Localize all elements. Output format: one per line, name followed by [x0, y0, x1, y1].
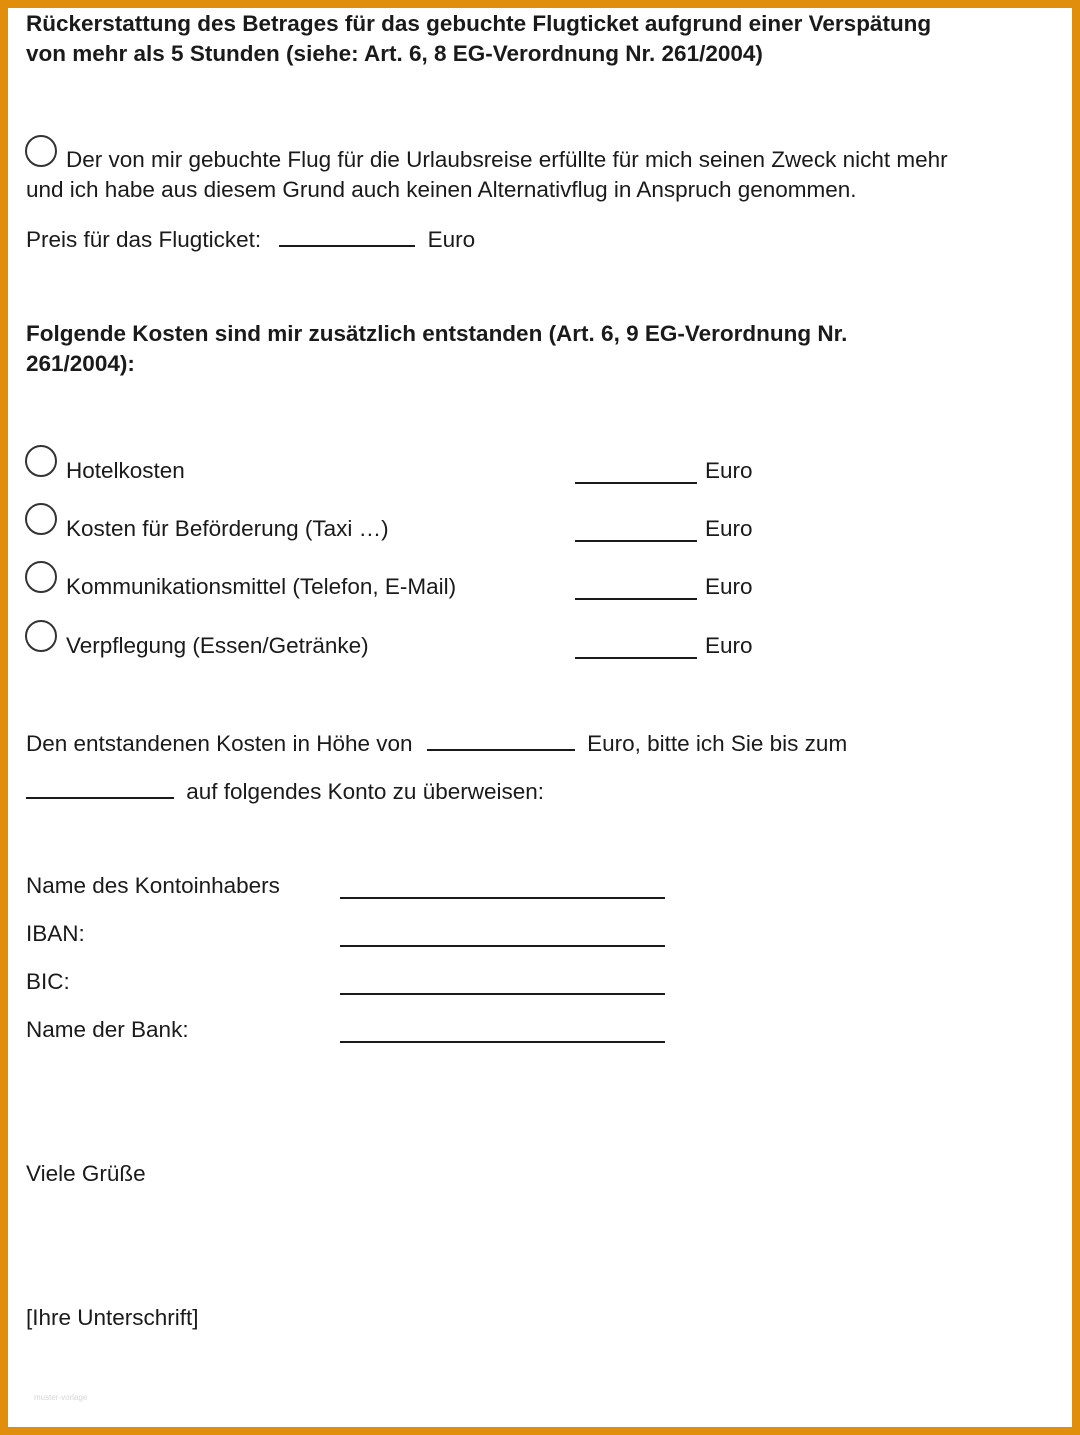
label-iban: IBAN:: [26, 921, 85, 946]
bank-name-input[interactable]: [340, 1041, 665, 1043]
cost-unit-catering: Euro: [705, 633, 753, 658]
costs-heading-line-2: 261/2004):: [26, 351, 135, 376]
option-text-line-1: Der von mir gebuchte Flug für die Urlaubsreise erfüllte für mich seinen Zweck nicht mehr: [66, 147, 948, 172]
label-bic: BIC:: [26, 969, 70, 994]
closing-greeting: Viele Grüße: [26, 1161, 146, 1186]
heading-title-line-1: Rückerstattung des Betrages für das gebuchte Flugticket aufgrund einer Verspätung: [26, 11, 932, 36]
option-text-line-2: und ich habe aus diesem Grund auch keinen Alternativflug in Anspruch genommen.: [26, 177, 857, 202]
cost-input-communication[interactable]: [575, 598, 697, 600]
watermark-text: muster-vorlage: [34, 1393, 88, 1402]
cost-label-hotel: Hotelkosten: [66, 458, 185, 483]
cost-label-transport: Kosten für Beförderung (Taxi …): [66, 516, 389, 541]
iban-input[interactable]: [340, 945, 665, 947]
radio-communication-costs[interactable]: [25, 561, 57, 593]
account-holder-input[interactable]: [340, 897, 665, 899]
cost-unit-hotel: Euro: [705, 458, 753, 483]
transfer-text-after: Euro, bitte ich Sie bis zum: [587, 731, 848, 756]
cost-label-communication: Kommunikationsmittel (Telefon, E-Mail): [66, 574, 457, 599]
label-account-holder: Name des Kontoinhabers: [26, 873, 280, 898]
cost-label-catering: Verpflegung (Essen/Getränke): [66, 633, 369, 658]
cost-input-hotel[interactable]: [575, 482, 697, 484]
total-amount-input[interactable]: [427, 727, 575, 751]
radio-no-alternative-flight[interactable]: [25, 135, 57, 167]
label-bank-name: Name der Bank:: [26, 1017, 189, 1042]
ticket-price-label: Preis für das Flugticket:: [26, 227, 262, 252]
transfer-line-2: [26, 775, 544, 807]
transfer-line-1: [26, 727, 847, 759]
ticket-price-unit: Euro: [427, 227, 476, 252]
cost-input-catering[interactable]: [575, 657, 697, 659]
transfer-text-account: auf folgendes Konto zu überweisen:: [186, 779, 545, 804]
costs-heading-line-1: Folgende Kosten sind mir zusätzlich entstanden (Art. 6, 9 EG-Verordnung Nr.: [26, 321, 848, 346]
ticket-price-row: [26, 223, 475, 255]
radio-hotel-costs[interactable]: [25, 445, 57, 477]
bic-input[interactable]: [340, 993, 665, 995]
radio-catering-costs[interactable]: [25, 620, 57, 652]
heading-title-line-2: von mehr als 5 Stunden (siehe: Art. 6, 8 EG-Verordnung Nr. 261/2004): [26, 41, 763, 66]
cost-input-transport[interactable]: [575, 540, 697, 542]
radio-transport-costs[interactable]: [25, 503, 57, 535]
transfer-text-before: Den entstandenen Kosten in Höhe von: [26, 731, 413, 756]
cost-unit-communication: Euro: [705, 574, 753, 599]
cost-unit-transport: Euro: [705, 516, 753, 541]
due-date-input[interactable]: [26, 775, 174, 799]
signature-placeholder: [Ihre Unterschrift]: [26, 1305, 199, 1330]
ticket-price-input[interactable]: [279, 223, 415, 247]
